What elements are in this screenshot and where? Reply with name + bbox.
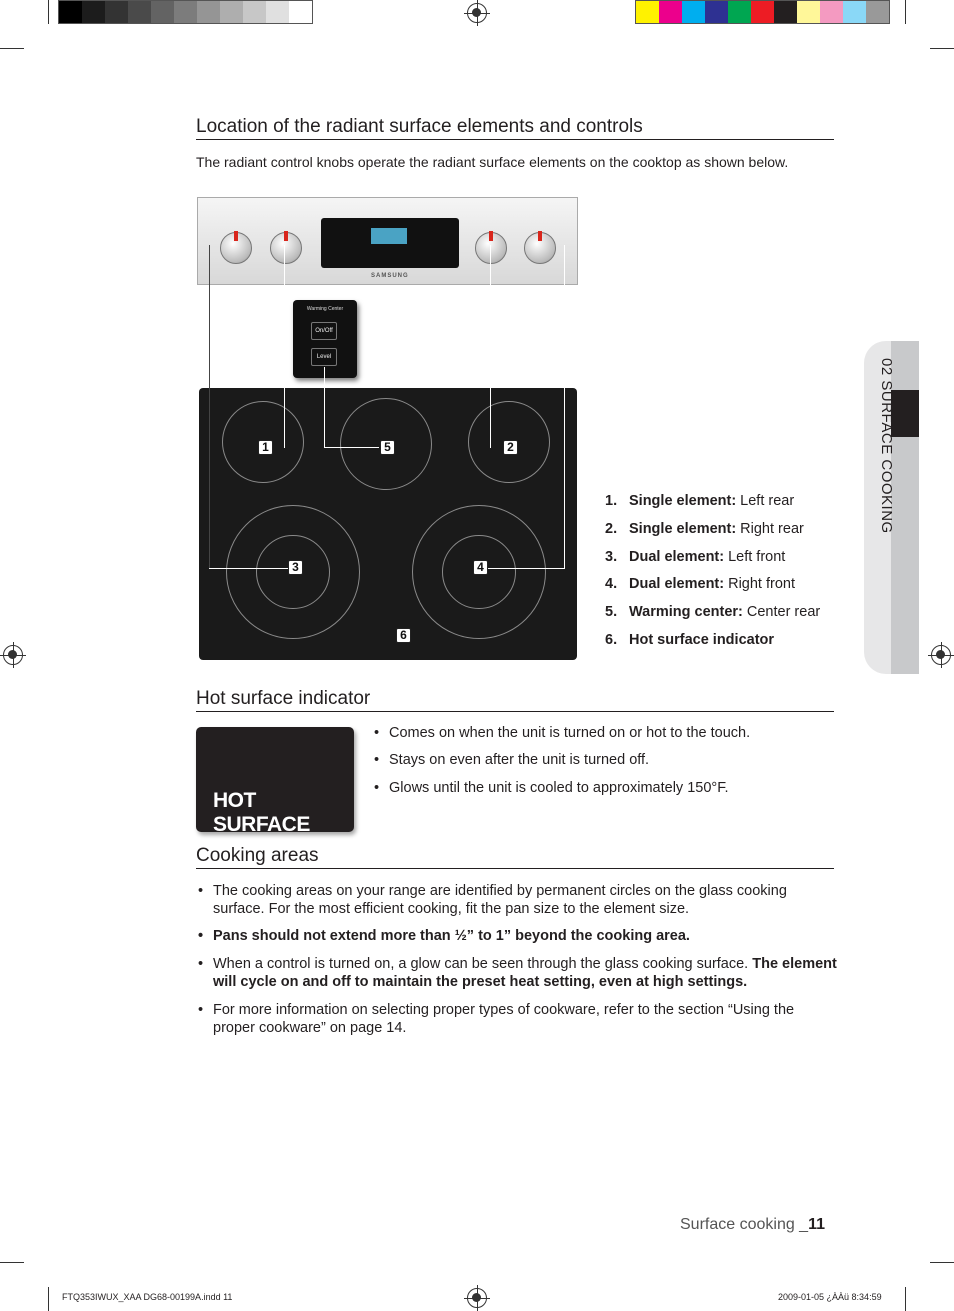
hot-bullet: • Comes on when the unit is turned on or hot to the touch. — [389, 724, 750, 742]
element-label: Single element: — [629, 520, 737, 537]
color-swatch — [289, 1, 312, 23]
leader-line — [487, 568, 565, 569]
element-label: Dual element: — [629, 548, 725, 565]
knob-left-rear — [220, 232, 252, 264]
color-swatch — [705, 1, 728, 23]
leader-line — [209, 245, 210, 568]
page-footer — [680, 1216, 825, 1234]
leader-line — [209, 568, 295, 569]
knob-left-front — [270, 232, 302, 264]
element-list-item — [605, 521, 820, 549]
glass-cooktop — [199, 388, 577, 660]
element-list — [605, 493, 820, 660]
leader-line — [490, 245, 491, 448]
list-number: 4. — [605, 576, 618, 593]
element-list-item — [605, 604, 820, 632]
registration-mark-icon — [3, 645, 23, 665]
color-swatch — [82, 1, 105, 23]
page-number: 11 — [808, 1216, 825, 1233]
heading-cooking-areas: Cooking areas — [196, 845, 319, 866]
heading-rule — [196, 868, 834, 869]
warming-center-control — [293, 300, 357, 378]
registration-mark-icon — [467, 1288, 487, 1308]
footer-text: Surface cooking _ — [680, 1216, 809, 1233]
list-number: 5. — [605, 604, 618, 621]
cooking-bullet: • Pans should not extend more than ½” to 1” beyond the cooking area. — [213, 927, 833, 945]
list-number: 6. — [605, 631, 618, 648]
color-swatch — [266, 1, 289, 23]
color-swatch — [59, 1, 82, 23]
heading-location: Location of the radiant surface elements and controls — [196, 116, 643, 137]
color-swatch — [843, 1, 866, 23]
callout-4: 4 — [473, 560, 488, 575]
color-swatch — [820, 1, 843, 23]
hot-bullet: • Stays on even after the unit is turned off. — [389, 751, 649, 769]
brand-logo: SAMSUNG — [371, 273, 409, 279]
color-swatch — [774, 1, 797, 23]
side-tab-marker — [891, 390, 919, 437]
color-swatch — [105, 1, 128, 23]
element-description: Left rear — [740, 493, 795, 509]
crop-mark — [0, 1262, 24, 1263]
color-swatch — [243, 1, 266, 23]
crop-mark — [48, 0, 49, 24]
crop-mark — [0, 48, 24, 49]
onoff-button: On/Off — [311, 322, 337, 340]
knob-right-rear — [475, 232, 507, 264]
color-swatch — [797, 1, 820, 23]
heading-rule — [196, 711, 834, 712]
color-swatch — [728, 1, 751, 23]
hot-surface-indicator-image — [196, 727, 354, 836]
element-description: Right front — [728, 576, 795, 593]
element-label: Single element: — [629, 493, 737, 509]
color-swatch — [682, 1, 705, 23]
hot-surface-label: HOT SURFACE — [213, 789, 310, 836]
element-label: Dual element: — [629, 576, 725, 593]
registration-mark-icon — [931, 645, 951, 665]
cooking-bullet-bold: The element will cycle on and off to maintain the preset heat setting, even at high settings. — [213, 956, 837, 990]
element-list-item — [605, 632, 820, 660]
crop-mark — [905, 1287, 906, 1311]
registration-mark-icon — [467, 3, 487, 23]
element-label: Hot surface indicator — [629, 631, 775, 648]
cooking-bullet — [213, 955, 838, 991]
callout-5: 5 — [380, 440, 395, 455]
hot-bullet: • Glows until the unit is cooled to approximately 150°F. — [389, 779, 728, 797]
color-swatch — [866, 1, 889, 23]
list-number: 2. — [605, 520, 618, 537]
knob-right-front — [524, 232, 556, 264]
callout-2: 2 — [503, 440, 518, 455]
list-number: 3. — [605, 548, 618, 565]
heading-hot-surface: Hot surface indicator — [196, 688, 371, 709]
crop-mark — [930, 1262, 954, 1263]
color-swatch — [751, 1, 774, 23]
color-swatch — [128, 1, 151, 23]
crop-mark — [905, 0, 906, 24]
color-swatch — [174, 1, 197, 23]
leader-line — [324, 367, 325, 447]
level-button: Level — [311, 348, 337, 366]
intro-text: The radiant control knobs operate the radiant surface elements on the cooktop as shown below. — [196, 154, 789, 170]
element-description: Left front — [728, 548, 786, 565]
element-list-item — [605, 493, 820, 521]
oven-control-display — [321, 218, 459, 268]
date-slug: 2009-01-05 ¿ÀÀü 8:34:59 — [778, 1292, 882, 1302]
element-description: Center rear — [746, 604, 821, 621]
side-tab-label: 02 SURFACE COOKING — [878, 358, 895, 534]
crop-mark — [48, 1287, 49, 1311]
color-swatch — [151, 1, 174, 23]
color-swatch — [220, 1, 243, 23]
grayscale-bar — [58, 0, 313, 24]
control-panel — [197, 197, 578, 285]
cooking-bullet: • The cooking areas on your range are identified by permanent circles on the glass cooking surface. For the most efficient cooking, fit the pan size to the element size. — [213, 882, 823, 918]
callout-6: 6 — [396, 628, 411, 643]
element-list-item — [605, 549, 820, 577]
color-swatch — [636, 1, 659, 23]
color-swatch — [197, 1, 220, 23]
callout-1: 1 — [258, 440, 273, 455]
heading-rule — [196, 139, 834, 140]
warming-center-title: Warming Center — [306, 306, 344, 312]
leader-line — [564, 245, 565, 568]
cooking-bullet: • For more information on selecting proper types of cookware, refer to the section “Using the proper cookware” on page 14. — [213, 1001, 823, 1037]
element-description: Right rear — [740, 520, 804, 537]
color-bar — [635, 0, 890, 24]
crop-mark — [930, 48, 954, 49]
cooktop-diagram — [197, 197, 579, 663]
lcd-screen — [371, 228, 407, 244]
leader-line — [324, 447, 379, 448]
list-number: 1. — [605, 493, 618, 509]
element-label: Warming center: — [629, 604, 743, 621]
file-slug: FTQ353IWUX_XAA DG68-00199A.indd 11 — [62, 1292, 233, 1302]
callout-3: 3 — [288, 560, 303, 575]
leader-line — [284, 245, 285, 448]
element-list-item — [605, 576, 820, 604]
cooking-bullet-text: When a control is turned on, a glow can be seen through the glass cooking surface. — [213, 956, 753, 972]
color-swatch — [659, 1, 682, 23]
